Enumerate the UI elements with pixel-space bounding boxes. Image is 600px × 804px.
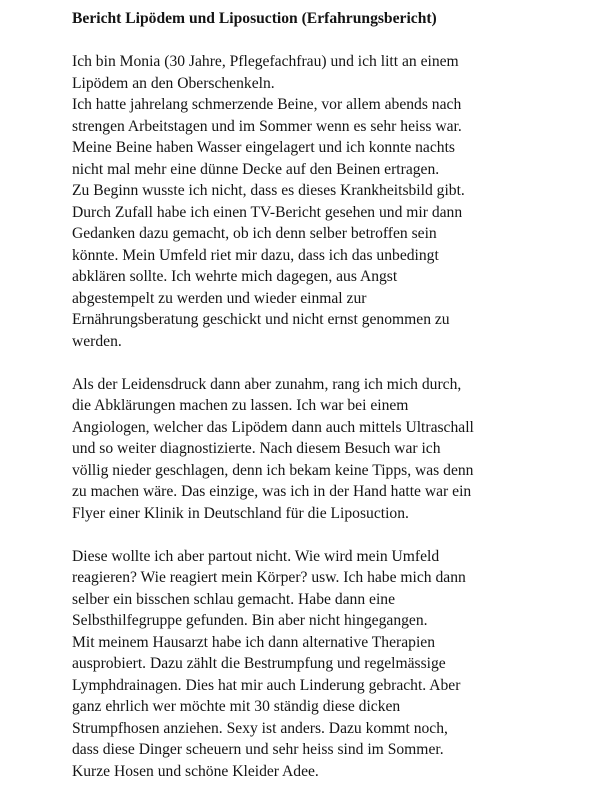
text-line: Angiologen, welcher das Lipödem dann auch mittels Ultraschall: [72, 418, 474, 436]
text-line: Zu Beginn wusste ich nicht, dass es dieses Krankheitsbild gibt.: [72, 182, 465, 199]
report-title: Bericht Lipödem und Liposuction (Erfahrungsbericht): [72, 10, 437, 27]
text-line: und so weiter diagnostizierte. Nach diesem Besuch war ich: [72, 440, 441, 457]
text-line: Ernährungsberatung geschickt und nicht ernst genommen zu: [72, 311, 450, 328]
paragraph-1: [72, 51, 592, 352]
text-line: selber ein bisschen schlau gemacht. Habe dann eine: [72, 590, 396, 608]
text-line: Ich hatte jahrelang schmerzende Beine, vor allem abends nach: [72, 96, 462, 113]
paragraph-3: [72, 546, 592, 783]
text-line: strengen Arbeitstagen und im Sommer wenn es sehr heiss war.: [72, 117, 462, 135]
text-line: ausprobiert. Dazu zählt die Bestrumpfung und regelmässige: [72, 655, 446, 672]
text-line: Meine Beine haben Wasser eingelagert und ich konnte nachts: [72, 139, 455, 156]
text-line: könnte. Mein Umfeld riet mir dazu, dass ich das unbedingt: [72, 246, 439, 264]
report-body: [72, 8, 592, 804]
paragraph-2: [72, 374, 592, 525]
text-line: ganz ehrlich wer möchte mit 30 ständig diese dicken: [72, 698, 401, 715]
text-line: Gedanken dazu gemacht, ob ich denn selber betroffen sein: [72, 225, 437, 242]
text-line: werden.: [72, 332, 122, 350]
text-line: Flyer einer Klinik in Deutschland für die Liposuction.: [72, 504, 409, 522]
text-line: reagieren? Wie reagiert mein Körper? usw. Ich habe mich dann: [72, 569, 466, 586]
text-line: Kurze Hosen und schöne Kleider Adee.: [72, 762, 319, 780]
text-line: dass diese Dinger scheuern und sehr heiss sind im Sommer.: [72, 741, 444, 758]
text-line: Strumpfhosen anziehen. Sexy ist anders. Dazu kommt noch,: [72, 719, 448, 737]
text-line: die Abklärungen machen zu lassen. Ich war bei einem: [72, 397, 409, 414]
text-line: abgestempelt zu werden und wieder einmal zur: [72, 289, 367, 307]
text-line: Diese wollte ich aber partout nicht. Wie wird mein Umfeld: [72, 547, 440, 565]
text-line: völlig nieder geschlagen, denn ich bekam keine Tipps, was denn: [72, 461, 474, 479]
text-line: Lipödem an den Oberschenkeln.: [72, 74, 275, 92]
text-line: Selbsthilfegruppe gefunden. Bin aber nicht hingegangen.: [72, 612, 428, 629]
text-line: nicht mal mehr eine dünne Decke auf den Beinen ertragen.: [72, 160, 440, 178]
text-line: Mit meinem Hausarzt habe ich dann alternative Therapien: [72, 633, 435, 651]
text-line: zu machen wäre. Das einzige, was ich in der Hand hatte war ein: [72, 483, 472, 500]
text-line: Ich bin Monia (30 Jahre, Pflegefachfrau) und ich litt an einem: [72, 53, 459, 70]
text-line: Als der Leidensdruck dann aber zunahm, rang ich mich durch,: [72, 375, 462, 393]
text-line: abklären sollte. Ich wehrte mich dagegen, aus Angst: [72, 268, 398, 285]
text-line: Durch Zufall habe ich einen TV-Bericht gesehen und mir dann: [72, 203, 463, 221]
text-line: Lymphdrainagen. Dies hat mir auch Linderung gebracht. Aber: [72, 676, 461, 694]
